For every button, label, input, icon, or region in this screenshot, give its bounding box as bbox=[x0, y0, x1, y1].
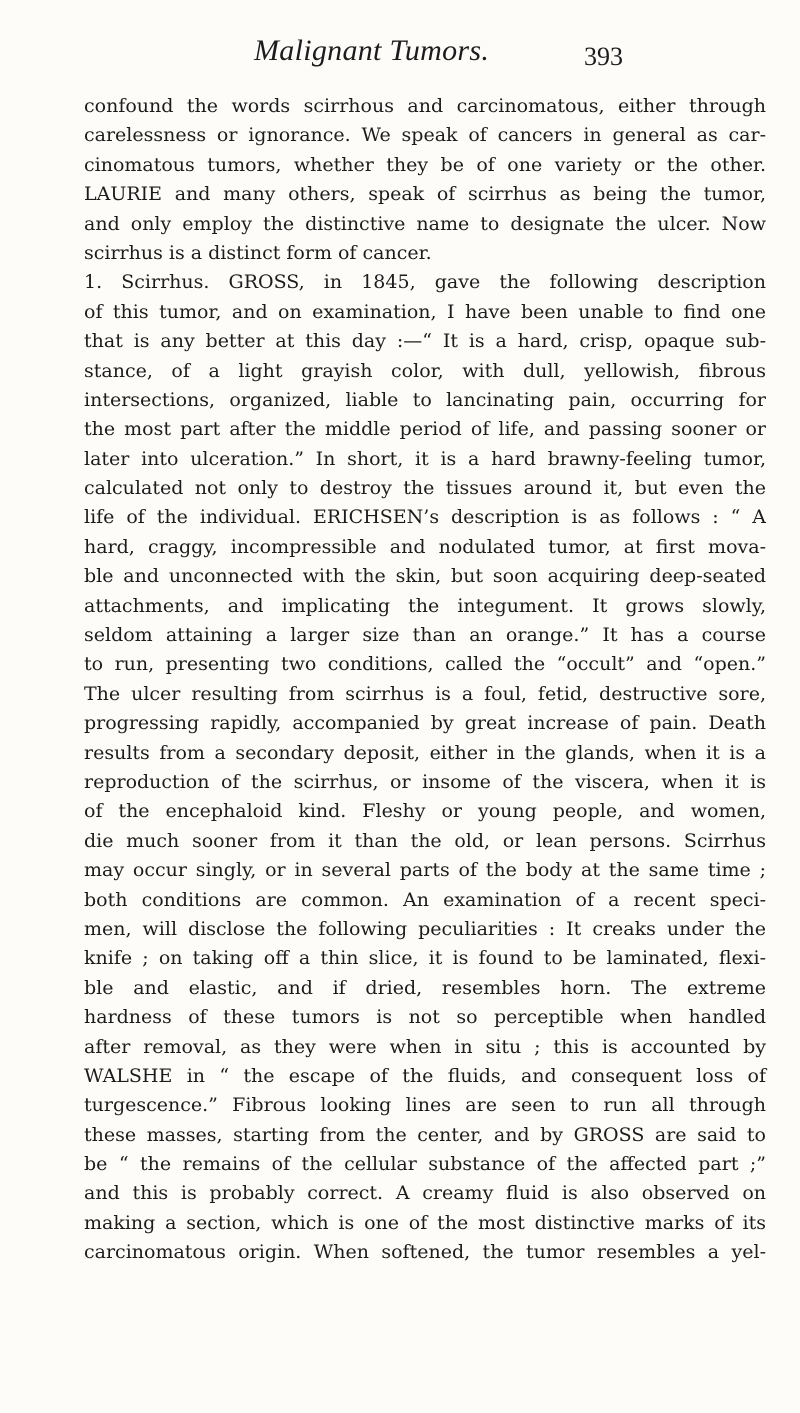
text-line: of the encephaloid kind. Fleshy or young people, and women, bbox=[84, 800, 766, 823]
text-line: carelessness or ignorance. We speak of cancers in general as car- bbox=[84, 124, 766, 147]
text-line: scirrhus is a distinct form of cancer. bbox=[84, 241, 432, 264]
text-line: both conditions are common. An examination of a recent speci- bbox=[84, 888, 766, 911]
text-line: and this is probably correct. A creamy fluid is also observed on bbox=[84, 1182, 766, 1205]
text-line: later into ulceration.” In short, it is a hard brawny-feeling tumor, bbox=[84, 447, 766, 470]
text-line: making a section, which is one of the most distinctive marks of its bbox=[84, 1211, 766, 1234]
text-line: calculated not only to destroy the tissues around it, but even the bbox=[84, 477, 766, 500]
text-line: progressing rapidly, accompanied by great increase of pain. Death bbox=[84, 712, 766, 735]
text-line: ble and elastic, and if dried, resembles horn. The extreme bbox=[84, 976, 766, 999]
text-line: intersections, organized, liable to lancinating pain, occurring for bbox=[84, 388, 766, 411]
text-line: WALSHE in “ the escape of the fluids, and consequent loss of bbox=[84, 1064, 766, 1087]
body-text bbox=[84, 92, 766, 1268]
text-line: that is any better at this day :—“ It is a hard, crisp, opaque sub- bbox=[84, 330, 766, 353]
text-line: life of the individual. ERICHSEN’s description is as follows : “ A bbox=[84, 506, 766, 529]
text-line: results from a secondary deposit, either in the glands, when it is a bbox=[84, 741, 766, 764]
running-head bbox=[84, 34, 764, 88]
text-line: seldom attaining a larger size than an orange.” It has a course bbox=[84, 624, 766, 647]
text-line: to run, presenting two conditions, called the “occult” and “open.” bbox=[84, 653, 766, 676]
text-line: the most part after the middle period of life, and passing sooner or bbox=[84, 418, 766, 441]
text-line: may occur singly, or in several parts of the body at the same time ; bbox=[84, 859, 766, 882]
text-line: and only employ the distinctive name to designate the ulcer. Now bbox=[84, 212, 766, 235]
text-line: reproduction of the scirrhus, or insome of the viscera, when it is bbox=[84, 770, 766, 793]
text-line: attachments, and implicating the integument. It grows slowly, bbox=[84, 594, 766, 617]
text-line: cinomatous tumors, whether they be of one variety or the other. bbox=[84, 153, 766, 176]
text-line: stance, of a light grayish color, with dull, yellowish, fibrous bbox=[84, 359, 766, 382]
text-line: after removal, as they were when in situ ; this is accounted by bbox=[84, 1035, 766, 1058]
text-line: ble and unconnected with the skin, but soon acquiring deep-seated bbox=[84, 565, 766, 588]
text-line: men, will disclose the following peculiarities : It creaks under the bbox=[84, 917, 766, 940]
text-line: these masses, starting from the center, and by GROSS are said to bbox=[84, 1123, 766, 1146]
text-line: The ulcer resulting from scirrhus is a foul, fetid, destructive sore, bbox=[84, 682, 766, 705]
text-line: of this tumor, and on examination, I have been unable to find one bbox=[84, 300, 766, 323]
text-line: 1. Scirrhus. GROSS, in 1845, gave the following description bbox=[84, 271, 766, 294]
text-line: be “ the remains of the cellular substance of the affected part ;” bbox=[84, 1153, 766, 1176]
running-title: Malignant Tumors. bbox=[254, 34, 490, 67]
text-line: carcinomatous origin. When softened, the tumor resembles a yel- bbox=[84, 1241, 766, 1264]
text-line: hardness of these tumors is not so perceptible when handled bbox=[84, 1006, 766, 1029]
text-line: hard, craggy, incompressible and nodulated tumor, at first mova- bbox=[84, 535, 766, 558]
text-line: turgescence.” Fibrous looking lines are seen to run all through bbox=[84, 1094, 766, 1117]
text-line: confound the words scirrhous and carcinomatous, either through bbox=[84, 95, 766, 117]
page-number: 393 bbox=[584, 42, 623, 71]
text-line: LAURIE and many others, speak of scirrhus as being the tumor, bbox=[84, 183, 766, 206]
text-line: knife ; on taking off a thin slice, it is found to be laminated, flexi- bbox=[84, 947, 766, 970]
text-line: die much sooner from it than the old, or lean persons. Scirrhus bbox=[84, 829, 766, 852]
